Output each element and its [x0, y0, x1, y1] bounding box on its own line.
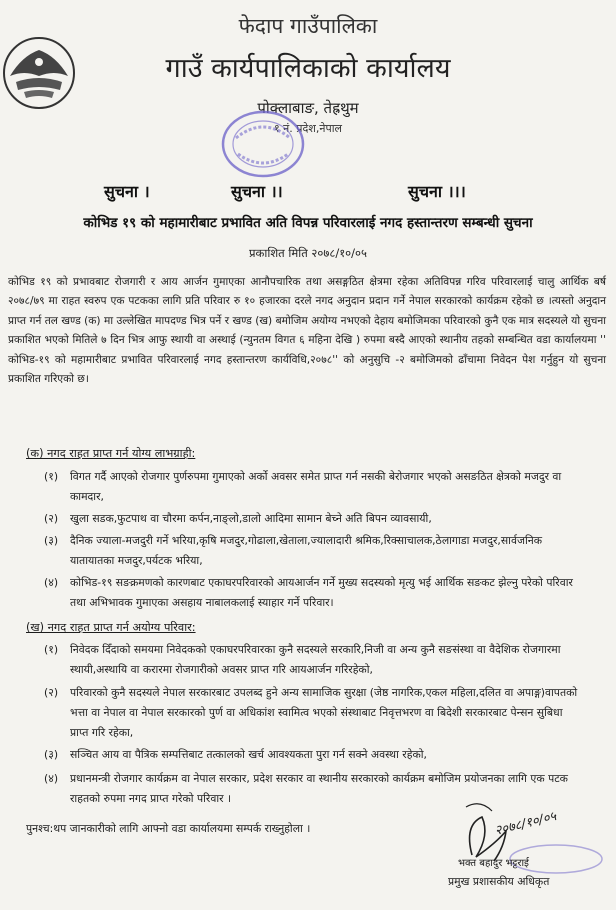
ineligible-item-3 [44, 745, 584, 765]
eligible-item-1 [44, 467, 584, 507]
section-ineligible-title: (ख) नगद राहत प्राप्त गर्न अयोग्य परिवार: [26, 621, 196, 634]
signature-date: २०७८/१०/०५ [493, 809, 558, 839]
footer-note: पुनश्च:थप जानकारीको लागि आफ्नो वडा कार्यालयमा सम्पर्क राख्नुहोला । [26, 822, 311, 835]
signatory-designation: प्रमुख प्रशासकीय अधिकृत [448, 875, 550, 888]
item-number: (३) [44, 534, 59, 547]
notice-subject: कोभिड १९ को महामारीबाट प्रभावित अति विपन्न परिवारलाई नगद हस्तान्तरण सम्बन्धी सुचना [83, 215, 533, 231]
signatory-name: भक्त बहादुर भट्टराई [458, 858, 529, 869]
item-text: सञ्चित आय वा पैत्रिक सम्पत्तिबाट तत्कालको खर्च आवश्यकता पुरा गर्न सक्ने अवस्था रहेको, [70, 748, 427, 761]
item-number: (२) [44, 686, 59, 699]
municipality-name: फेदाप गाउँपालिका [238, 14, 378, 38]
office-province: १ नं. प्रदेश,नेपाल [273, 122, 343, 135]
eligible-item-2 [44, 509, 584, 529]
eligible-item-3 [44, 531, 584, 571]
office-stamp-icon [218, 108, 308, 180]
item-number: (४) [44, 576, 59, 589]
ineligible-item-2 [44, 683, 584, 743]
office-location: पोक्लाबाङ, तेह्रथुम [257, 99, 359, 117]
item-text: कोभिड-१९ सङक्रमणको कारणबाट एकाघरपरिवारको आयआर्जन गर्ने मुख्य सदस्यको मृत्यु भई आर्थिक सङकट झेल्नु परेको परिवार तथा अभिभावक गुमाएका असहाय नाबालकलाई स्याहार गर्ने परिवार। [70, 576, 573, 609]
item-text: निवेदक दिँदाको समयमा निवेदकको एकाघरपरिवारका कुनै सदस्यले सरकारि,निजी वा अन्य कुनै सङसंस्था वा वैदेशिक रोजगारमा स्थायी,अस्थायि वा करारमा रोजगारीको अवसर प्राप्त गरि आयआर्जन गरिरहेको, [70, 643, 561, 676]
office-name: गाउँ कार्यपालिकाको कार्यालय [165, 53, 451, 84]
item-number: (४) [44, 772, 59, 785]
eligible-item-4 [44, 573, 584, 613]
section-eligible-title: (क) नगद राहत प्राप्त गर्न योग्य लाभग्राही: [26, 447, 196, 460]
body-paragraph: कोभिड १९ को प्रभावबाट रोजगारी र आय आर्जन गुमाएका आनौपचारिक तथा असङ्गठित क्षेत्रमा रहेका अतिविपन्न गरिव परिवारलाई चालु आर्थिक बर्ष २०७८/७९ मा राहत स्वरुप एक पटकका लागि प्रति परिवार रु १० हजारका दरले नगद अनुदान प्रदान गर्ने नेपाल सरकारको कार्यक्रम रहेको छ ।त्यस्तो अनुदान प्राप्त गर्न तल खण्ड (क) मा उल्लेखित मापदण्ड भित्र पर्ने र खण्ड (ख) बमोजिम अयोग्य नभएको देहाय बमोजिमका परिवारको कुनै एक मात्र सदस्यले यो सुचना प्रकाशित भएको मितिले ७ दिन भित्र आफु स्थायी वा अस्थाई (न्युनतम विगत ६ महिना देखि ) रुपमा बस्दै आएको स्थानीय तहको सम्बन्धित वडा कार्यालयमा '' कोभिड-१९ को महामारीबाट प्रभावित परिवारलाई नगद हस्तान्तरण कार्यविधि,२०७८'' को अनुसुचि -२ बमोजिमको ढाँचामा निवेदन पेश गर्नुहुन यो सुचना प्रकाशित गरिएको छ। [8, 276, 606, 386]
item-number: (२) [44, 512, 59, 525]
item-text: प्रधानमन्त्री रोजगार कार्यक्रम वा नेपाल सरकार, प्रदेश सरकार वा स्थानीय सरकारको कार्यक्रम बमोजिम प्रयोजनका लागि एक पटक राहतको रुपमा नगद प्राप्त गरेको परिवार । [70, 772, 568, 805]
item-number: (१) [44, 470, 59, 483]
item-number: (१) [44, 643, 59, 656]
item-text: विगत गर्दै आएको रोजगार पुर्णरुपमा गुमाएको अर्को अवसर समेत प्राप्त गर्न नसकी बेरोजगार भएको असङठित क्षेत्रको मजदुर वा कामदार, [70, 470, 562, 503]
item-text: खुला सडक,फुटपाथ वा चौरमा कर्पन,नाङ्लो,डालो आदिमा सामान बेच्ने अति बिपन व्यावसायी, [70, 512, 432, 525]
notice-label-1: सुचना । [104, 182, 150, 201]
notice-label-2: सुचना ।। [231, 182, 283, 201]
ineligible-item-1 [44, 640, 584, 680]
item-text: दैनिक ज्याला-मजदुरी गर्ने भरिया,कृषि मजदुर,गोढाला,खेताला,ज्यालादारी श्रमिक,रिक्साचालक,ठेलागाडा मजदुर,सार्वजनिक यातायातका मजदुर,पर्यटक भरिया, [70, 534, 543, 567]
item-text: परिवारको कुनै सदस्यले नेपाल सरकारबाट उपलब्द हुने अन्य सामाजिक सुरक्षा (जेष्ठ नागरिक,एकल महिला,दलित वा अपाङ्ग)वापतको भत्ता वा नेपाल वा नेपाल सरकारको पुर्ण वा अधिकांश स्वामित्व भएको संस्थाबाट निवृत्तभरण वा बिदेशी सरकारबाट पेन्सन सुबिधा प्राप्त गरि रहेका, [70, 686, 578, 739]
published-date: प्रकाशित मिति २०७८/१०/०५ [249, 246, 367, 260]
notice-label-3: सुचना ।।। [408, 182, 466, 201]
item-number: (३) [44, 748, 59, 761]
